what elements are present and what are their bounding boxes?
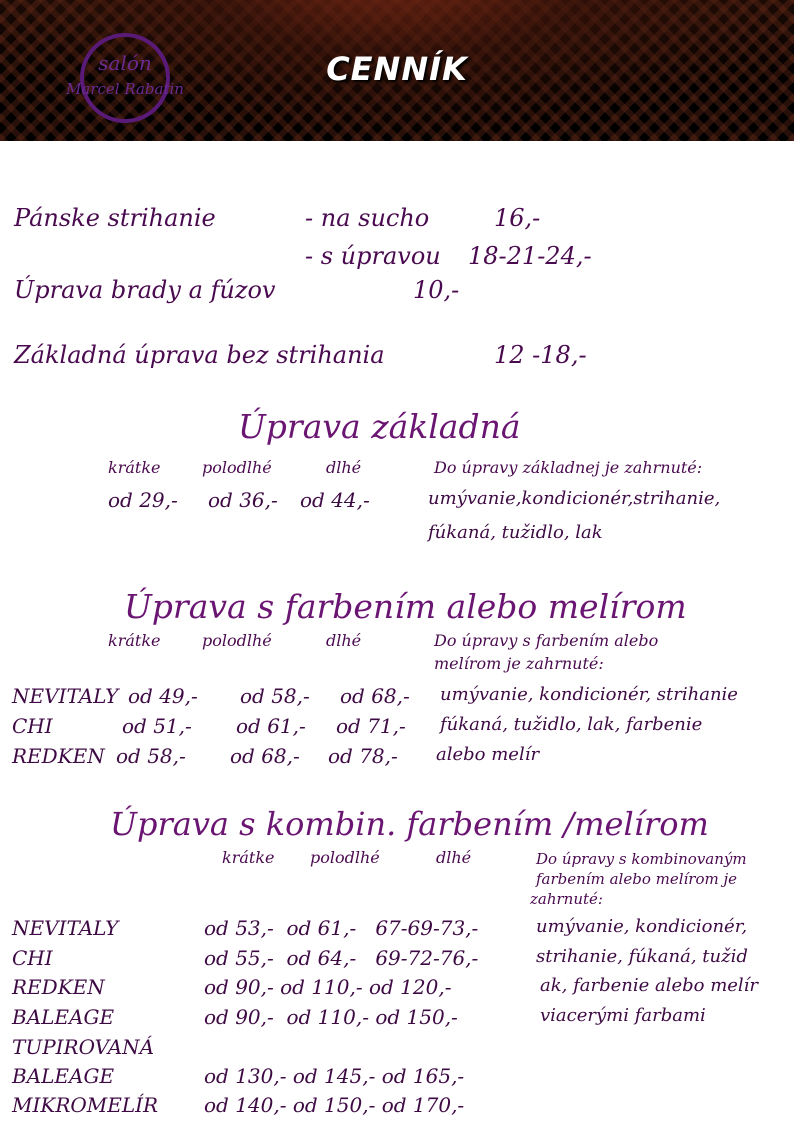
no-cut-price: 12 -18,-	[494, 341, 587, 369]
row-prices: od 140,- od 150,- od 170,-	[204, 1093, 465, 1117]
section-basic-title: Úprava základná	[238, 407, 521, 446]
col-long: dlhé	[326, 458, 362, 477]
included-line-2: fúkaná, tužidlo, lak	[428, 522, 603, 543]
section-combo-note-1: Do úpravy s kombinovaným	[536, 850, 747, 868]
row-price-mid: od 58,-	[240, 684, 310, 708]
row-included: strihanie, fúkaná, tužid	[536, 946, 748, 967]
beard-price: 10,-	[413, 276, 460, 304]
row-name: REDKEN	[12, 744, 105, 768]
row-price-mid: od 61,-	[236, 714, 306, 738]
price-mid: od 36,-	[208, 488, 278, 512]
dry-price: 16,-	[494, 204, 541, 232]
row-prices: od 90,- od 110,- od 120,-	[204, 975, 452, 999]
section-basic-note: Do úpravy základnej je zahrnuté:	[434, 458, 703, 477]
row-price-long: od 71,-	[336, 714, 406, 738]
row-name: TUPIROVANÁ	[12, 1035, 155, 1059]
row-included: alebo melír	[436, 744, 540, 765]
included-line-1: umývanie,kondicionér,strihanie,	[428, 488, 721, 509]
row-name: MIKROMELÍR	[12, 1093, 159, 1117]
col-long: dlhé	[436, 848, 472, 867]
col-short: krátke	[108, 458, 161, 477]
page-title: CENNÍK	[326, 50, 468, 88]
row-included: umývanie, kondicionér, strihanie	[440, 684, 738, 705]
section-color-note-1: Do úpravy s farbením alebo	[434, 631, 659, 650]
section-combo-title: Úprava s kombin. farbením /melírom	[110, 805, 709, 843]
row-name: CHI	[12, 714, 53, 738]
col-short: krátke	[108, 631, 161, 650]
mens-cut-label: Pánske strihanie	[14, 204, 216, 232]
row-name: BALEAGE	[12, 1005, 115, 1029]
col-long: dlhé	[326, 631, 362, 650]
row-price-short: od 58,-	[116, 744, 186, 768]
row-name: BALEAGE	[12, 1064, 115, 1088]
col-short: krátke	[222, 848, 275, 867]
price-long: od 44,-	[300, 488, 370, 512]
col-mid: polodlhé	[202, 458, 272, 477]
no-cut-label: Základná úprava bez strihania	[14, 341, 385, 369]
col-mid: polodlhé	[202, 631, 272, 650]
row-price-long: od 68,-	[340, 684, 410, 708]
row-price-short: od 49,-	[128, 684, 198, 708]
row-prices: od 55,- od 64,- 69-72-76,-	[204, 946, 479, 970]
row-prices: od 90,- od 110,- od 150,-	[204, 1005, 458, 1029]
row-name: NEVITALY	[12, 916, 119, 940]
row-name: NEVITALY	[12, 684, 119, 708]
row-included: ak, farbenie alebo melír	[540, 975, 759, 996]
header-banner	[0, 0, 794, 141]
price-short: od 29,-	[108, 488, 178, 512]
row-prices: od 53,- od 61,- 67-69-73,-	[204, 916, 479, 940]
svg-text:salón: salón	[98, 51, 152, 75]
svg-text:Marcel Rabatin: Marcel Rabatin	[66, 80, 184, 98]
row-price-short: od 51,-	[122, 714, 192, 738]
beard-label: Úprava brady a fúzov	[14, 276, 276, 304]
row-name: REDKEN	[12, 975, 105, 999]
dry-label: - na sucho	[305, 204, 430, 232]
row-price-long: od 78,-	[328, 744, 398, 768]
col-mid: polodlhé	[310, 848, 380, 867]
styled-label: - s úpravou	[305, 242, 441, 270]
section-combo-note-3: zahrnuté:	[530, 890, 603, 908]
row-included: viacerými farbami	[540, 1005, 706, 1026]
row-name: CHI	[12, 946, 53, 970]
section-combo-note-2: farbením alebo melírom je	[536, 870, 738, 888]
section-color-note-2: melírom je zahrnuté:	[434, 654, 604, 673]
section-color-title: Úprava s farbením alebo melírom	[124, 587, 687, 626]
row-prices: od 130,- od 145,- od 165,-	[204, 1064, 465, 1088]
row-included: umývanie, kondicionér,	[536, 916, 748, 937]
row-price-mid: od 68,-	[230, 744, 300, 768]
row-included: fúkaná, tužidlo, lak, farbenie	[440, 714, 703, 735]
styled-price: 18-21-24,-	[468, 242, 592, 270]
